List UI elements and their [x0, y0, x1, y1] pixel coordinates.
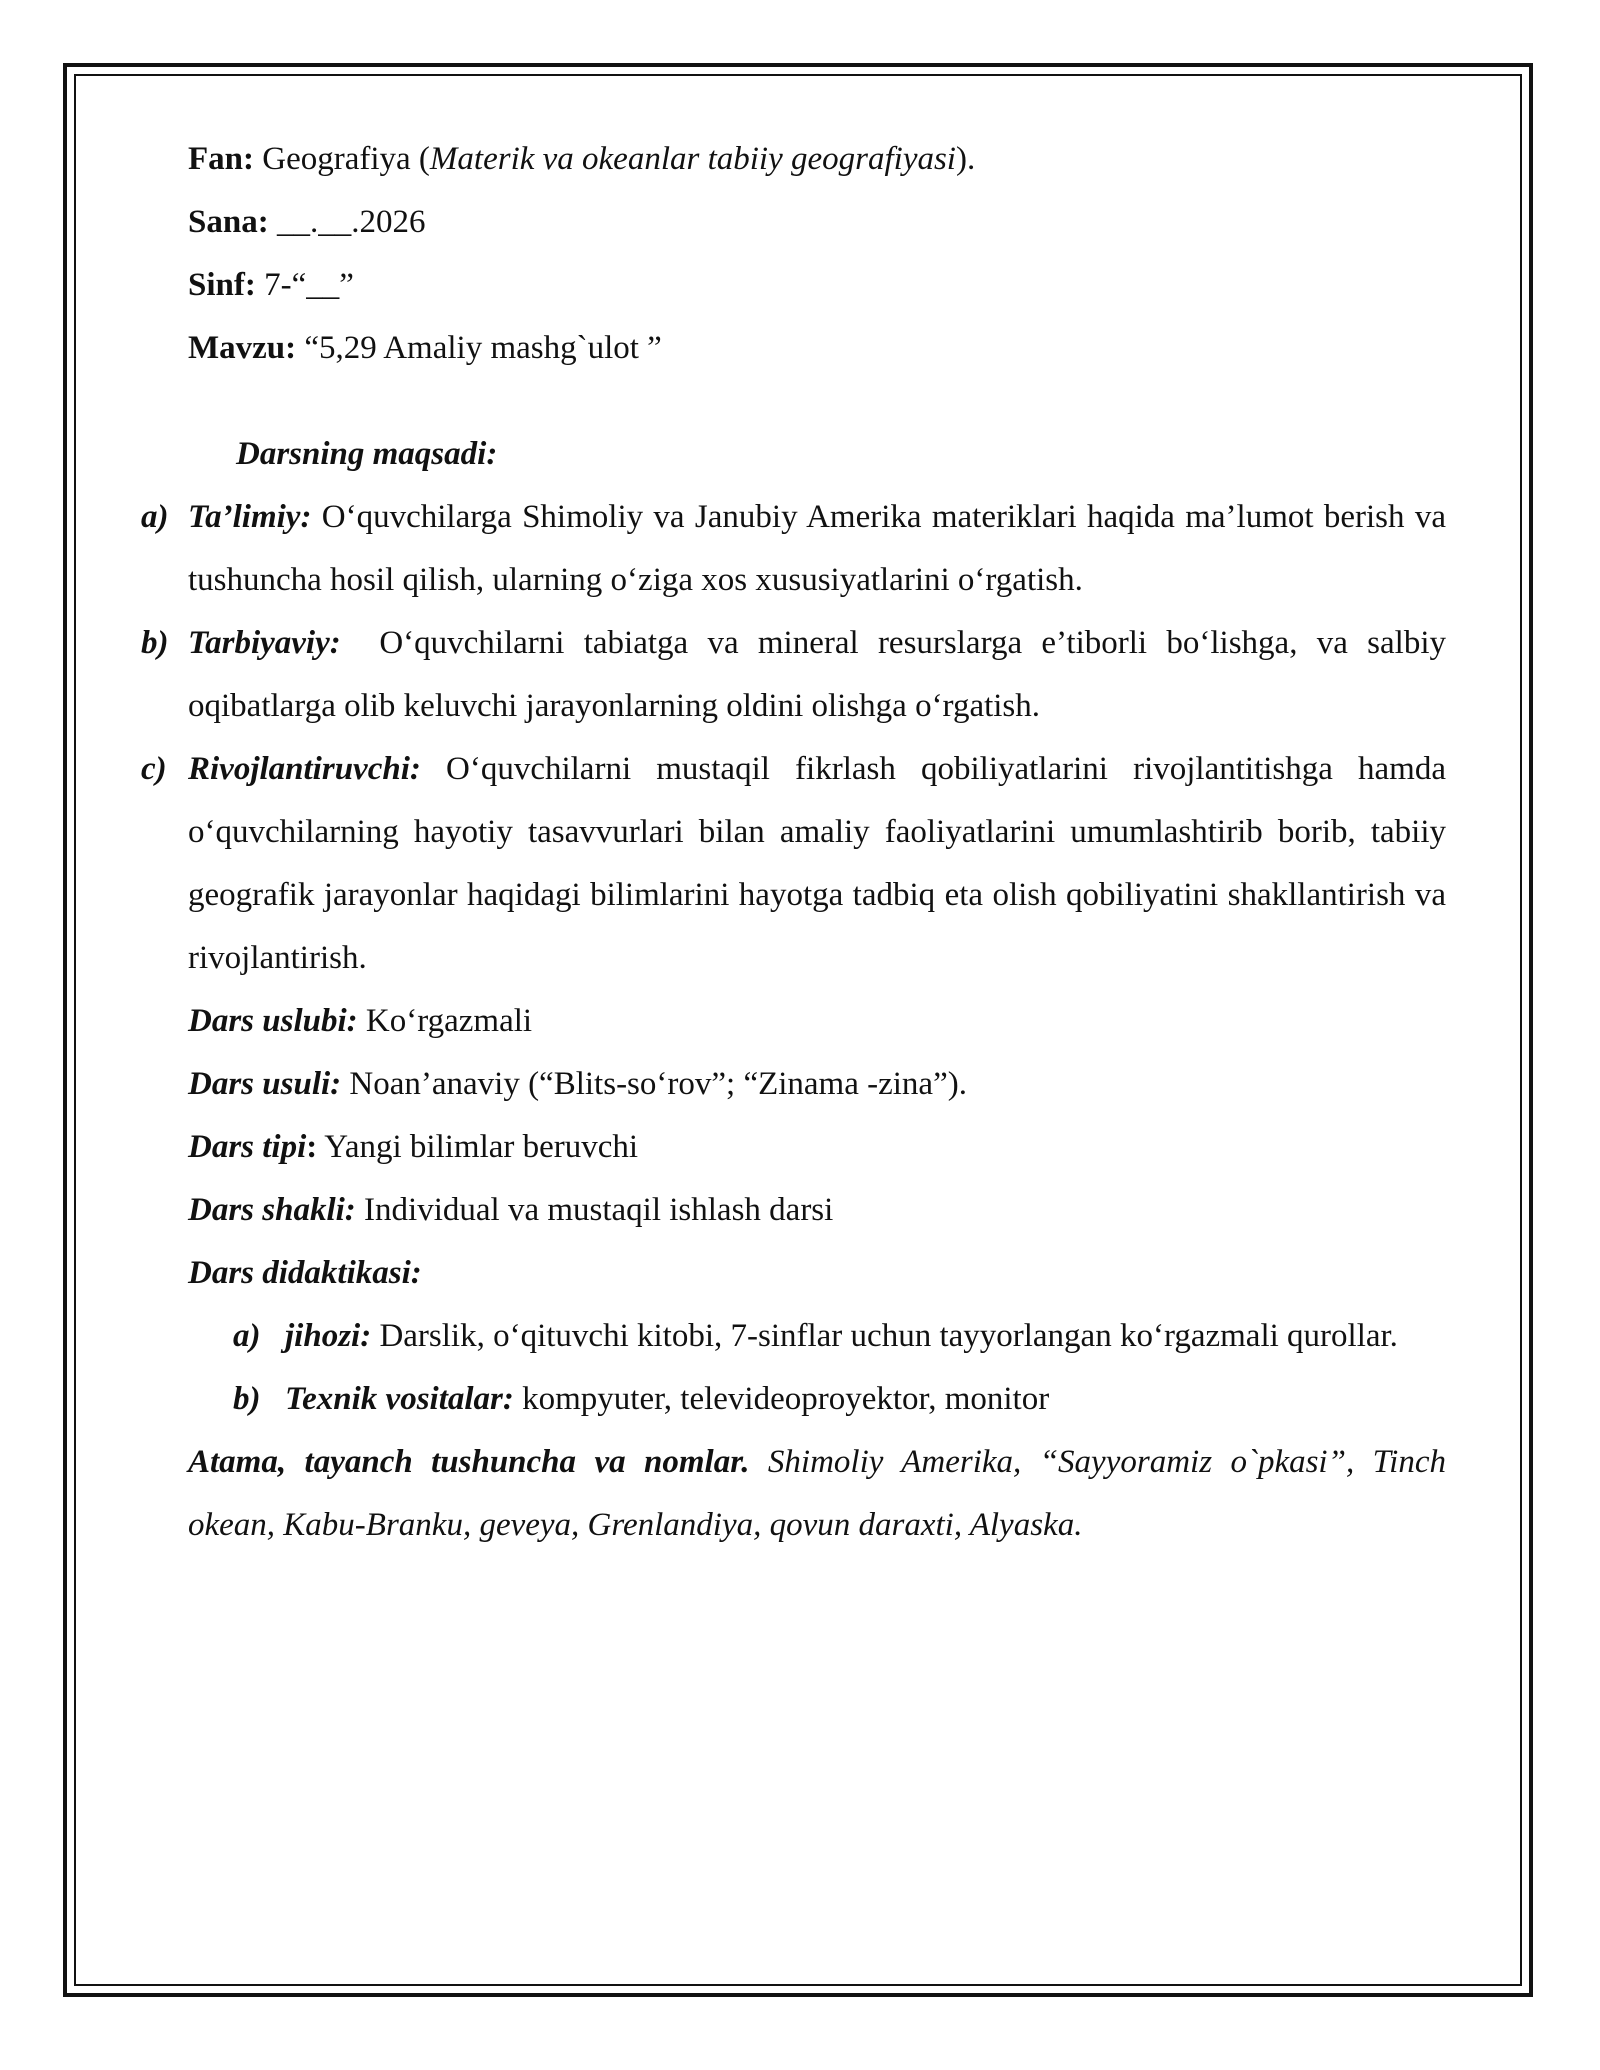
document-body	[141, 128, 1455, 1557]
sana-line	[188, 191, 1446, 254]
sana-label: Sana:	[188, 204, 269, 240]
didaktika-text: Darslik, o‘qituvchi kitobi, 7-sinflar uchun tayyorlangan ko‘rgazmali qurollar.	[371, 1318, 1398, 1354]
mavzu-value: “5,29 Amaliy mashg`ulot ”	[304, 330, 662, 366]
goal-text: O‘quvchilarni tabiatga va mineral resurslarga e’tiborli bo‘lishga, va salbiy oqibatlarga olib keluvchi jarayonlarning oldini olishga o‘rgatish.	[188, 625, 1455, 724]
shakli-line	[188, 1179, 1446, 1242]
goal-item	[141, 738, 1446, 990]
sana-value: __.__.2026	[276, 204, 426, 240]
sinf-label: Sinf:	[188, 267, 256, 303]
goal-text: O‘quvchilarni mustaqil fikrlash qobiliyatlarini rivojlantitishga hamda o‘quvchilarning hayotiy tasavvurlari bilan amaliy faoliyatlarini umumlashtirib borib, tabiiy geografik jarayonlar haqidagi bilimlarini hayotga tadbiq eta olish qobiliyatini shakllantirish va rivojlantirish.	[188, 751, 1446, 976]
shakli-value: Individual va mustaqil ishlash darsi	[355, 1192, 834, 1228]
usuli-value: Noan’anaviy (“Blits-so‘rov”; “Zinama -zina”).	[341, 1066, 967, 1102]
usuli-line	[188, 1053, 1446, 1116]
shakli-label: Dars shakli:	[188, 1192, 356, 1228]
goal-marker: b)	[141, 625, 169, 661]
spacer	[188, 380, 1446, 423]
fan-value-start: Geografiya (	[262, 141, 430, 177]
fan-value-italic: Materik va okeanlar tabiiy geografiyasi	[429, 141, 956, 177]
sinf-value: 7-“__”	[264, 267, 354, 303]
goal-marker: a)	[141, 499, 169, 535]
terms-text: Shimoliy Amerika, “Sayyoramiz o`pkasi”, Tinch okean, Kabu-Branku, geveya, Grenlandiya, qovun daraxti, Alyaska.	[188, 1444, 1446, 1543]
uslubi-label: Dars uslubi:	[188, 1003, 358, 1039]
didaktika-heading: Dars didaktikasi:	[188, 1255, 422, 1291]
terms-label: Atama, tayanch tushuncha va nomlar.	[188, 1444, 750, 1480]
sinf-line	[188, 254, 1446, 317]
goal-marker: c)	[141, 751, 167, 787]
didaktika-text: kompyuter, televideoproyektor, monitor	[513, 1381, 1050, 1417]
goal-label: Tarbiyaviy:	[188, 625, 341, 661]
usuli-label: Dars usuli:	[188, 1066, 342, 1102]
mavzu-label: Mavzu:	[188, 330, 297, 366]
didaktika-item	[233, 1305, 1446, 1368]
terms-paragraph	[188, 1431, 1446, 1557]
tipi-colon: :	[306, 1129, 318, 1165]
fan-label: Fan:	[188, 141, 254, 177]
didaktika-marker: a)	[233, 1318, 261, 1354]
uslubi-value: Ko‘rgazmali	[357, 1003, 533, 1039]
fan-line	[188, 128, 1446, 191]
goal-label: Rivojlantiruvchi:	[188, 751, 421, 787]
goal-label: Ta’limiy:	[188, 499, 312, 535]
didaktika-label: jihozi:	[285, 1318, 372, 1354]
goal-item	[141, 612, 1455, 738]
goals-heading: Darsning maqsadi:	[236, 436, 498, 472]
tipi-line	[188, 1116, 1446, 1179]
goal-text: O‘quvchilarga Shimoliy va Janubiy Amerika materiklari haqida ma’lumot berish va tushuncha hosil qilish, ularning o‘ziga xos xususiyatlarini o‘rgatish.	[188, 499, 1446, 598]
goal-item	[141, 486, 1446, 612]
uslubi-line	[188, 990, 1446, 1053]
tipi-label: Dars tipi	[188, 1129, 307, 1165]
fan-value-end: ).	[955, 141, 976, 177]
didaktika-item	[233, 1368, 1446, 1431]
didaktika-label: Texnik vositalar:	[285, 1381, 514, 1417]
mavzu-line	[188, 317, 1446, 380]
didaktika-marker: b)	[233, 1381, 261, 1417]
tipi-value: Yangi bilimlar beruvchi	[317, 1129, 639, 1165]
